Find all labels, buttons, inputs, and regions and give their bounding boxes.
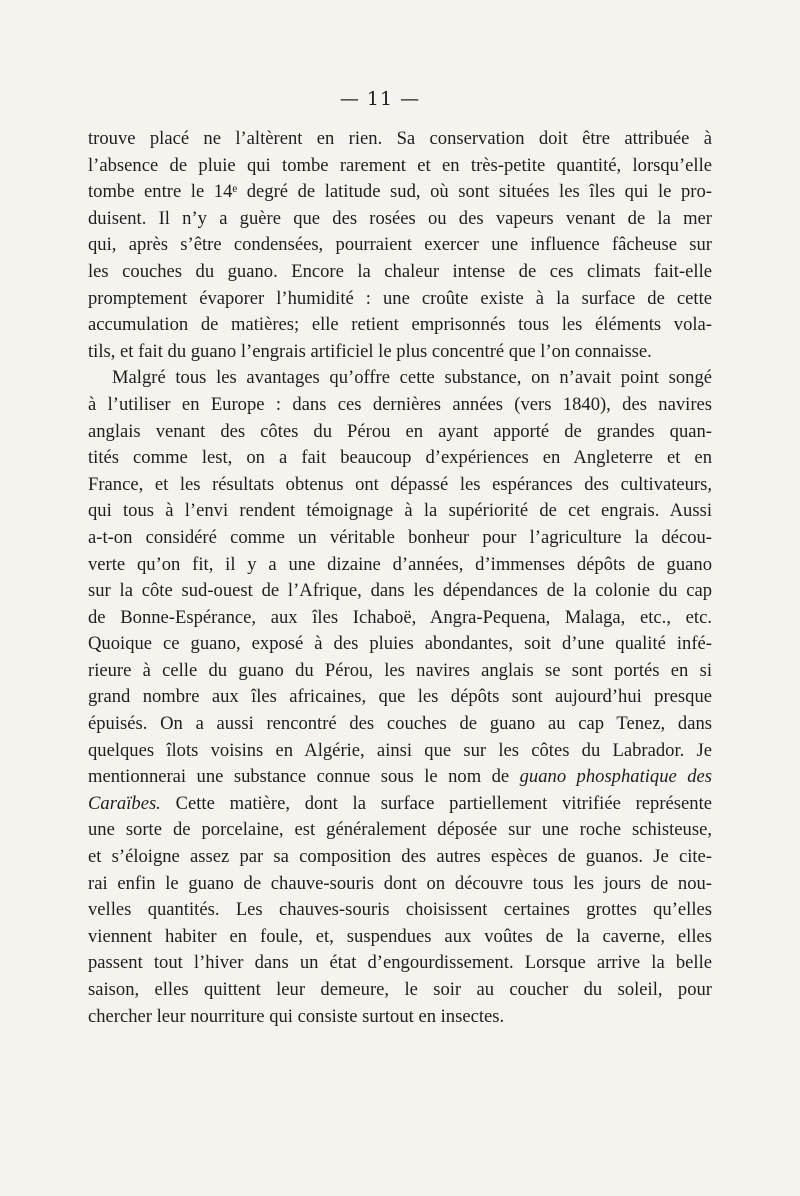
text-line: grand nombre aux îles africaines, que les dépôts sont aujourd’hui presque <box>88 686 712 708</box>
text-line: viennent habiter en foule, et, suspendues aux voûtes de la caverne, elles <box>88 925 712 947</box>
text-line: saison, elles quittent leur demeure, le soir au coucher du soleil, pour <box>88 979 712 1000</box>
text-line: et s’éloigne assez par sa composition des autres espèces de guanos. Je cite- <box>88 846 712 868</box>
text-line: anglais venant des côtes du Pérou en ayant apporté de grandes quan- <box>88 420 712 442</box>
text-line: velles quantités. Les chauves-souris choisissent certaines grottes qu’elles <box>88 899 712 921</box>
text-line: Malgré tous les avantages qu’offre cette substance, on n’avait point songé <box>112 367 712 389</box>
text-segment: mentionnerai une substance connue sous le nom de <box>88 766 510 788</box>
text-line: l’absence de pluie qui tombe rarement et en très-petite quantité, lorsqu’elle <box>88 154 712 176</box>
text-line <box>88 764 712 791</box>
text-line: France, et les résultats obtenus ont dépassé les espérances des cultivateurs, <box>88 473 712 495</box>
text-line: tombe entre le 14ᵉ degré de latitude sud, où sont situées les îles qui le pro- <box>88 181 712 203</box>
italic-term: Caraïbes. <box>88 792 161 814</box>
text-line: passent tout l’hiver dans un état d’engourdissement. Lorsque arrive la belle <box>88 952 712 974</box>
text-line: accumulation de matières; elle retient emprisonnés tous les éléments vola- <box>88 314 712 336</box>
text-line: Quoique ce guano, exposé à des pluies abondantes, soit d’une qualité infé- <box>88 633 712 655</box>
text-line: épuisés. On a aussi rencontré des couches de guano au cap Tenez, dans <box>88 713 712 735</box>
text-line: qui, après s’être condensées, pourraient exercer une influence fâcheuse sur <box>88 234 712 256</box>
page-number: — 11 — <box>339 88 421 110</box>
text-line: une sorte de porcelaine, est généralement déposée sur une roche schisteuse, <box>88 819 712 841</box>
text-line: verte qu’on fit, il y a une dizaine d’années, d’immenses dépôts de guano <box>88 553 712 575</box>
text-line: trouve placé ne l’altèrent en rien. Sa conservation doit être attribuée à <box>88 128 712 149</box>
text-line: quelques îlots voisins en Algérie, ainsi que sur les côtes du Labrador. Je <box>88 739 712 761</box>
text-line: chercher leur nourriture qui consiste surtout en insectes. <box>88 1005 505 1027</box>
text-line: à l’utiliser en Europe : dans ces dernières années (vers 1840), des navires <box>88 393 712 415</box>
text-line <box>88 791 712 818</box>
text-line: les couches du guano. Encore la chaleur intense de ces climats fait-elle <box>88 260 712 282</box>
text-line: rai enfin le guano de chauve-souris dont on découvre tous les jours de nou- <box>88 872 712 894</box>
text-line: de Bonne-Espérance, aux îles Ichaboë, Angra-Pequena, Malaga, etc., etc. <box>88 606 712 628</box>
text-segment: Cette matière, dont la surface partiellement vitrifiée représente <box>175 792 712 814</box>
text-line: a-t-on considéré comme un véritable bonheur pour l’agriculture la décou- <box>88 526 712 548</box>
text-line: tités comme lest, on a fait beaucoup d’expériences en Angleterre et en <box>88 447 712 469</box>
text-line: duisent. Il n’y a guère que des rosées ou des vapeurs venant de la mer <box>88 207 712 229</box>
text-line: rieure à celle du guano du Pérou, les navires anglais se sont portés en si <box>88 659 712 681</box>
italic-term: guano phosphatique des <box>519 766 712 788</box>
text-line: sur la côte sud-ouest de l’Afrique, dans les dépendances de la colonie du cap <box>88 580 712 602</box>
text-line: tils, et fait du guano l’engrais artificiel le plus concentré que l’on connaisse. <box>88 340 652 362</box>
text-line: qui tous à l’envi rendent témoignage à la supériorité de cet engrais. Aussi <box>88 500 712 522</box>
text-line: promptement évaporer l’humidité : une croûte existe à la surface de cette <box>88 287 712 309</box>
body-text <box>88 126 712 1030</box>
